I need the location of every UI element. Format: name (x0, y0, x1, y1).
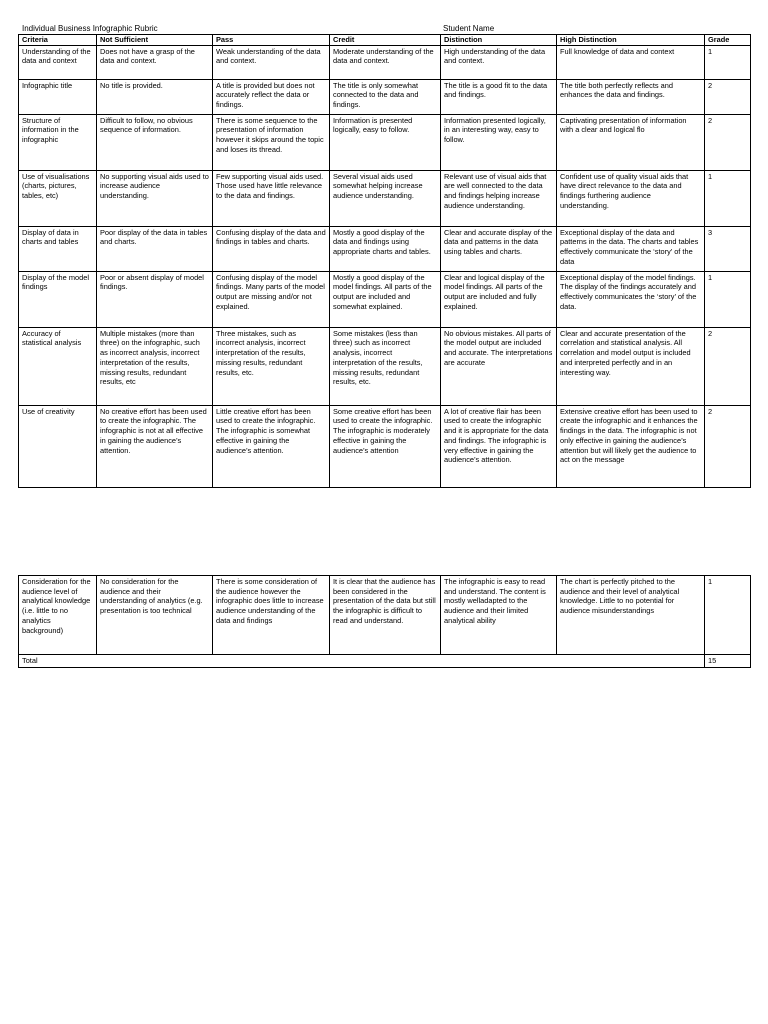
criteria-cell: Consideration for the audience level of analytical knowledge (i.e. little to no analytics background) (19, 576, 97, 655)
pass-cell: There is some sequence to the presentation of information however it skips around the topic and loses its thread. (213, 114, 330, 170)
credit-cell: Information is presented logically, easy to follow. (330, 114, 441, 170)
pass-cell: Three mistakes, such as incorrect analysis, incorrect interpretation of the results, missing results, redundant results, etc. (213, 327, 330, 405)
rubric-row (19, 114, 751, 170)
distinction-cell: The title is a good fit to the data and findings. (441, 79, 557, 114)
pass-cell: There is some consideration of the audience however the infographic does little to increase audience understanding of the data and findings (213, 576, 330, 655)
criteria-cell: Accuracy of statistical analysis (19, 327, 97, 405)
rubric-row (19, 271, 751, 327)
credit-cell: Some mistakes (less than three) such as incorrect analysis, incorrect interpretation of the results, missing results, redundant results, etc. (330, 327, 441, 405)
credit-cell: Mostly a good display of the model findings. All parts of the output are included and somewhat explained. (330, 271, 441, 327)
credit-cell: Several visual aids used somewhat helping increase audience understanding. (330, 170, 441, 226)
criteria-cell: Use of visualisations (charts, pictures, tables, etc) (19, 170, 97, 226)
column-header: Credit (330, 35, 441, 46)
rubric-row (19, 327, 751, 405)
column-header: Distinction (441, 35, 557, 46)
grade-cell: 1 (705, 271, 751, 327)
total-row (19, 655, 751, 668)
rubric-table (18, 34, 751, 488)
high-distinction-cell: Extensive creative effort has been used to create the infographic and it enhances the findings in the data. The infographic is not only effective in gaining the audience’s attention but will likely get the audience to act on the message (557, 405, 705, 487)
rubric-table-continued (18, 575, 751, 668)
pass-cell: Few supporting visual aids used. Those used have little relevance to the data and findings. (213, 170, 330, 226)
criteria-cell: Use of creativity (19, 405, 97, 487)
not-sufficient-cell: No consideration for the audience and their understanding of analytics (e.g. presentation is too technical (97, 576, 213, 655)
grade-cell: 2 (705, 79, 751, 114)
grade-cell: 1 (705, 45, 751, 79)
credit-cell: Moderate understanding of the data and context. (330, 45, 441, 79)
column-header: High Distinction (557, 35, 705, 46)
rubric-header-row (19, 35, 751, 46)
criteria-cell: Understanding of the data and context (19, 45, 97, 79)
grade-cell: 2 (705, 114, 751, 170)
distinction-cell: High understanding of the data and context. (441, 45, 557, 79)
criteria-cell: Display of data in charts and tables (19, 226, 97, 271)
pass-cell: Little creative effort has been used to create the infographic. The infographic is somewhat effective in gaining the audience’s attention. (213, 405, 330, 487)
column-header: Grade (705, 35, 751, 46)
not-sufficient-cell: Multiple mistakes (more than three) on the infographic, such as incorrect analysis, incorrect interpretation of the results, missing results, redundant results, etc (97, 327, 213, 405)
credit-cell: It is clear that the audience has been considered in the presentation of the data but still the infographic is difficult to read and understand. (330, 576, 441, 655)
rubric-row (19, 45, 751, 79)
credit-cell: Mostly a good display of the data and findings using appropriate charts and tables. (330, 226, 441, 271)
total-label: Total (19, 655, 705, 668)
distinction-cell: No obvious mistakes. All parts of the model output are included and accurate. The interpretations are accurate (441, 327, 557, 405)
high-distinction-cell: The chart is perfectly pitched to the audience and their level of analytical knowledge. Little to no potential for audience misunderstandings (557, 576, 705, 655)
not-sufficient-cell: No supporting visual aids used to increase audience understanding. (97, 170, 213, 226)
not-sufficient-cell: No title is provided. (97, 79, 213, 114)
grade-cell: 2 (705, 405, 751, 487)
rubric-row (19, 226, 751, 271)
pass-cell: Weak understanding of the data and context. (213, 45, 330, 79)
rubric-row (19, 405, 751, 487)
criteria-cell: Structure of information in the infographic (19, 114, 97, 170)
not-sufficient-cell: Does not have a grasp of the data and context. (97, 45, 213, 79)
grade-cell: 2 (705, 327, 751, 405)
rubric-row (19, 170, 751, 226)
high-distinction-cell: Exceptional display of the data and patterns in the data. The charts and tables effectively communicate the ‘story’ of the data (557, 226, 705, 271)
high-distinction-cell: Full knowledge of data and context (557, 45, 705, 79)
not-sufficient-cell: No creative effort has been used to create the infographic. The infographic is not at all effective in gaining the audience’s attention. (97, 405, 213, 487)
not-sufficient-cell: Poor or absent display of model findings. (97, 271, 213, 327)
distinction-cell: Clear and logical display of the model findings. All parts of the output are included and fully explained. (441, 271, 557, 327)
column-header: Not Sufficient (97, 35, 213, 46)
high-distinction-cell: Confident use of quality visual aids that have direct relevance to the data and findings furthering audience understanding. (557, 170, 705, 226)
total-value: 15 (705, 655, 751, 668)
high-distinction-cell: Captivating presentation of information with a clear and logical flo (557, 114, 705, 170)
document-title: Individual Business Infographic Rubric (22, 24, 158, 33)
grade-cell: 1 (705, 576, 751, 655)
rubric-row (19, 576, 751, 655)
not-sufficient-cell: Poor display of the data in tables and charts. (97, 226, 213, 271)
pass-cell: A title is provided but does not accurately reflect the data or findings. (213, 79, 330, 114)
criteria-cell: Infographic title (19, 79, 97, 114)
criteria-cell: Display of the model findings (19, 271, 97, 327)
grade-cell: 1 (705, 170, 751, 226)
column-header: Criteria (19, 35, 97, 46)
not-sufficient-cell: Difficult to follow, no obvious sequence of information. (97, 114, 213, 170)
distinction-cell: Clear and accurate display of the data and patterns in the data using tables and charts. (441, 226, 557, 271)
high-distinction-cell: The title both perfectly reflects and enhances the data and findings. (557, 79, 705, 114)
grade-cell: 3 (705, 226, 751, 271)
credit-cell: Some creative effort has been used to create the infographic. The infographic is moderately effective in gaining the audience’s attention (330, 405, 441, 487)
high-distinction-cell: Clear and accurate presentation of the correlation and statistical analysis. All correlation and model output is included and interpreted perfectly and in an interesting way. (557, 327, 705, 405)
distinction-cell: Relevant use of visual aids that are well connected to the data and findings helping increase audience understanding. (441, 170, 557, 226)
pass-cell: Confusing display of the model findings. Many parts of the model output are missing and/or not explained. (213, 271, 330, 327)
student-name-label: Student Name (443, 24, 495, 33)
distinction-cell: The infographic is easy to read and understand. The content is mostly welladapted to the audience and their limited analytical ability (441, 576, 557, 655)
high-distinction-cell: Exceptional display of the model findings. The display of the findings accurately and effectively communicates the ‘story’ of the data. (557, 271, 705, 327)
credit-cell: The title is only somewhat connected to the data and findings. (330, 79, 441, 114)
rubric-row (19, 79, 751, 114)
distinction-cell: A lot of creative flair has been used to create the infographic and it is appropriate for the data and findings. The infographic is very effective in gaining the audience’s attention. (441, 405, 557, 487)
pass-cell: Confusing display of the data and findings in tables and charts. (213, 226, 330, 271)
distinction-cell: Information presented logically, in an interesting way, easy to follow. (441, 114, 557, 170)
column-header: Pass (213, 35, 330, 46)
